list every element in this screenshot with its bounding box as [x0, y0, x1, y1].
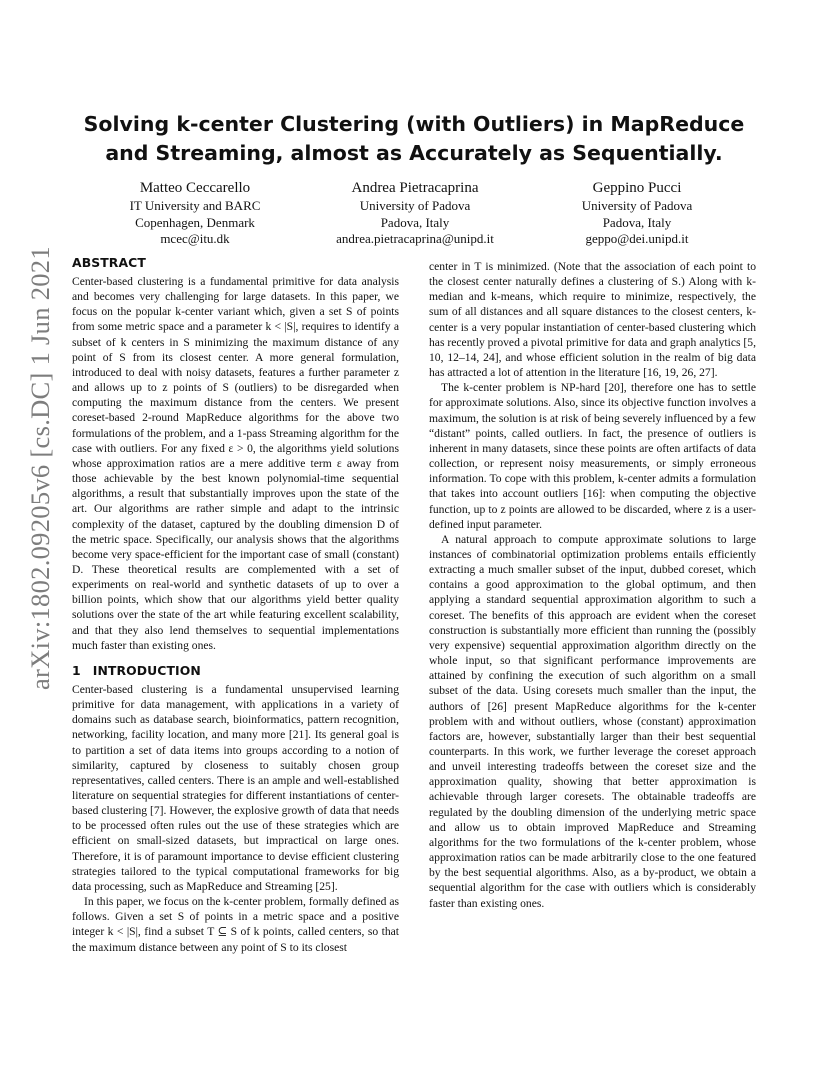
author-email: mcec@itu.dk: [160, 231, 230, 246]
author-location: Padova, Italy: [602, 214, 672, 230]
right-column: [429, 259, 756, 911]
author-name: Geppino Pucci: [592, 180, 682, 196]
author-affiliation: University of Padova: [581, 198, 693, 213]
author-block: [100, 179, 290, 248]
section-title: INTRODUCTION: [92, 662, 201, 678]
author-block: [545, 179, 729, 248]
author-block: [300, 179, 530, 248]
paragraph: center in T is minimized. (Note that the association of each point to the closest center naturally defines a clustering of S.) Along with k-median and k-means, which require to minimize, respectively, the sum of all distances and all square distances to the closest centers, k-center is a very popular instantiation of center-based clustering which has recently proved a pivotal primitive for data and graph analytics [5, 10, 12–14, 24], and whose efficient solution in the realm of big data has attracted a lot of attention in the literature [16, 19, 26, 27].: [429, 260, 756, 380]
author-email: geppo@dei.unipd.it: [585, 231, 689, 246]
author-location: Copenhagen, Denmark: [135, 214, 255, 230]
arxiv-identifier: arXiv:1802.09205v6 [cs.DC] 1 Jun 2021: [25, 246, 55, 690]
author-name: Andrea Pietracaprina: [351, 180, 479, 196]
author-email: andrea.pietracaprina@unipd.it: [336, 231, 494, 246]
paragraph: The k-center problem is NP-hard [20], therefore one has to settle for approximate solutions. Also, since its objective function involves a maximum, the solution is at risk of being severely influenced by a few “distant” points, called outliers. In fact, the presence of outliers is inherent in many datasets, since these points are often artifacts of data collection, or represent noisy measurements, or simply erroneous information. To cope with this problem, k-center admits a formulation that takes into account outliers [16]: when computing the objective function, up to z points are allowed to be discarded, where z is a user-defined input parameter.: [429, 381, 756, 531]
paragraph: Center-based clustering is a fundamental unsupervised learning primitive for data management, with applications in a variety of domains such as database search, bioinformatics, pattern recognition, networking, facility location, and many more [21]. Its general goal is to partition a set of data items into groups according to a notion of similarity, captured by closeness to suitably chosen group representatives, called centers. There is an ample and well-established literature on sequential strategies for different instantiations of center-based clustering [7]. However, the explosive growth of data that needs to be processed often rules out the use of these strategies which are efficient on small-sized datasets, but impractical on large ones. Therefore, it is of paramount importance to devise efficient clustering strategies tailored to the typical computational frameworks for big data processing, such as MapReduce and Streaming [25].: [72, 682, 399, 893]
author-location: Padova, Italy: [380, 214, 450, 230]
abstract-text: Center-based clustering is a fundamental primitive for data analysis and becomes very challenging for large datasets. In this paper, we focus on the popular k-center variant which, given a set S of points from some metric space and a parameter k < |S|, requires to identify a subset of k centers in S minimizing the maximum distance of any point of S from its closest center. A more general formulation, introduced to deal with noisy datasets, features a further parameter z and allows up to z points of S (outliers) to be disregarded when computing the maximum distance from the centers. We present coreset-based 2-round MapReduce algorithms for the above two formulations of the problem, and a 1-pass Streaming algorithm for the case with outliers. For any fixed ε > 0, the algorithms yield solutions whose approximation ratios are a mere additive term ε away from those achievable by the best known polynomial-time sequential algorithms, a result that substantially improves upon the state of the art. Our algorithms are rather simple and adapt to the intrinsic complexity of the dataset, captured by the doubling dimension D of the metric space. Specifically, our analysis shows that the algorithms become very space-efficient for the important case of small (constant) D. These theoretical results are complemented with a set of experiments on real-world and synthetic datasets of up to over a billion points, which show that our algorithms yield better quality solutions over the state of the art while featuring excellent scalability, and that they also lend themselves to sequential implementations much faster than existing ones.: [72, 275, 399, 652]
author-name: Matteo Ceccarello: [139, 180, 251, 196]
abstract-heading: ABSTRACT: [72, 255, 146, 270]
paragraph: In this paper, we focus on the k-center problem, formally defined as follows. Given a set S of points in a metric space and a positive integer k < |S|, find a subset T ⊆ S of k points, called centers, so that the maximum distance between any point of S to its closest: [72, 895, 399, 954]
paper-title: Solving k-center Clustering (with Outliers) in MapReduce and Streaming, almost as Accurately as Sequentially.: [83, 112, 745, 165]
author-affiliation: IT University and BARC: [129, 198, 261, 213]
author-affiliation: University of Padova: [359, 198, 471, 213]
paragraph: A natural approach to compute approximate solutions to large instances of combinatorial optimization problems entails efficiently extracting a much smaller subset of the input, dubbed coreset, which contains a good approximation to the global optimum, and then applying a standard sequential approximation algorithm to such a coreset. The benefits of this approach are evident when the coreset construction is substantially more efficient than running the (possibly very expensive) sequential approximation algorithm directly on the whole input, so that significant performance improvements are attained by confining the execution of such algorithm on a small subset of the data. Using coresets much smaller than the input, the authors of [26] present MapReduce algorithms for the k-center problem with and without outliers, whose (constant) approximation factors are, however, substantially larger than their best sequential counterparts. In this work, we further leverage the coreset approach and unveil interesting tradeoffs between the coreset size and the approximation quality, showing that better approximation is achievable through larger coresets. The obtainable tradeoffs are regulated by the doubling dimension of the underlying metric space and allow us to obtain improved MapReduce and Streaming algorithms for the two formulations of the k-center problem, whose approximation ratios can be made arbitrarily close to the one featured by the best sequential algorithms. Also, as a by-product, we obtain a sequential algorithm for the case with outliers which is considerably faster than existing ones.: [429, 532, 756, 910]
left-column: [72, 255, 399, 955]
section-heading: [72, 663, 399, 679]
section-number: 1: [72, 662, 81, 678]
